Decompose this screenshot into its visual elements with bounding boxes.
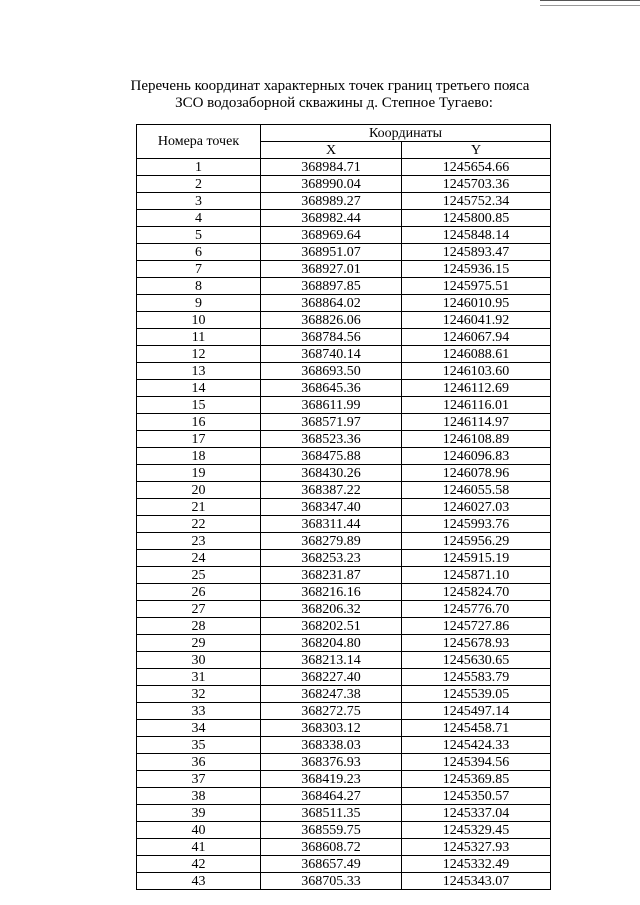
point-number-cell: 41 xyxy=(137,839,261,856)
table-row xyxy=(137,516,551,533)
table-row xyxy=(137,635,551,652)
point-number-cell: 2 xyxy=(137,176,261,193)
x-coordinate-cell: 368511.35 xyxy=(261,805,402,822)
table-row xyxy=(137,159,551,176)
table-row xyxy=(137,703,551,720)
y-coordinate-cell: 1245337.04 xyxy=(402,805,551,822)
y-coordinate-cell: 1246114.97 xyxy=(402,414,551,431)
point-number-cell: 43 xyxy=(137,873,261,890)
point-number-cell: 18 xyxy=(137,448,261,465)
y-coordinate-cell: 1245893.47 xyxy=(402,244,551,261)
x-coordinate-cell: 368247.38 xyxy=(261,686,402,703)
x-coordinate-cell: 368419.23 xyxy=(261,771,402,788)
y-coordinate-cell: 1245800.85 xyxy=(402,210,551,227)
table-row xyxy=(137,346,551,363)
y-coordinate-cell: 1245956.29 xyxy=(402,533,551,550)
x-coordinate-cell: 368608.72 xyxy=(261,839,402,856)
y-coordinate-cell: 1246116.01 xyxy=(402,397,551,414)
table-row xyxy=(137,329,551,346)
y-coordinate-cell: 1245424.33 xyxy=(402,737,551,754)
table-row xyxy=(137,737,551,754)
x-coordinate-cell: 368989.27 xyxy=(261,193,402,210)
y-coordinate-cell: 1245458.71 xyxy=(402,720,551,737)
x-coordinate-cell: 368202.51 xyxy=(261,618,402,635)
x-coordinate-cell: 368204.80 xyxy=(261,635,402,652)
x-coordinate-cell: 368826.06 xyxy=(261,312,402,329)
point-number-cell: 37 xyxy=(137,771,261,788)
x-coordinate-cell: 368231.87 xyxy=(261,567,402,584)
point-number-cell: 21 xyxy=(137,499,261,516)
point-number-cell: 7 xyxy=(137,261,261,278)
table-row xyxy=(137,601,551,618)
point-number-cell: 30 xyxy=(137,652,261,669)
x-coordinate-cell: 368347.40 xyxy=(261,499,402,516)
y-coordinate-cell: 1245752.34 xyxy=(402,193,551,210)
point-number-cell: 17 xyxy=(137,431,261,448)
x-coordinate-cell: 368303.12 xyxy=(261,720,402,737)
x-coordinate-cell: 368969.64 xyxy=(261,227,402,244)
y-coordinate-cell: 1245915.19 xyxy=(402,550,551,567)
point-number-cell: 16 xyxy=(137,414,261,431)
document-heading xyxy=(100,78,560,112)
x-coordinate-cell: 368897.85 xyxy=(261,278,402,295)
point-number-cell: 33 xyxy=(137,703,261,720)
y-coordinate-cell: 1246010.95 xyxy=(402,295,551,312)
table-row xyxy=(137,788,551,805)
x-coordinate-cell: 368376.93 xyxy=(261,754,402,771)
x-coordinate-cell: 368990.04 xyxy=(261,176,402,193)
header-y: Y xyxy=(402,142,551,159)
table-row xyxy=(137,227,551,244)
y-coordinate-cell: 1245630.65 xyxy=(402,652,551,669)
x-coordinate-cell: 368984.71 xyxy=(261,159,402,176)
table-row xyxy=(137,482,551,499)
y-coordinate-cell: 1245329.45 xyxy=(402,822,551,839)
y-coordinate-cell: 1246027.03 xyxy=(402,499,551,516)
x-coordinate-cell: 368657.49 xyxy=(261,856,402,873)
x-coordinate-cell: 368206.32 xyxy=(261,601,402,618)
y-coordinate-cell: 1245776.70 xyxy=(402,601,551,618)
point-number-cell: 34 xyxy=(137,720,261,737)
table-row xyxy=(137,856,551,873)
header-x: X xyxy=(261,142,402,159)
table-row xyxy=(137,465,551,482)
point-number-cell: 39 xyxy=(137,805,261,822)
x-coordinate-cell: 368571.97 xyxy=(261,414,402,431)
y-coordinate-cell: 1246108.89 xyxy=(402,431,551,448)
point-number-cell: 5 xyxy=(137,227,261,244)
scan-edge-mark xyxy=(540,0,640,6)
table-row xyxy=(137,312,551,329)
table-row xyxy=(137,363,551,380)
table-row xyxy=(137,397,551,414)
y-coordinate-cell: 1245936.15 xyxy=(402,261,551,278)
x-coordinate-cell: 368338.03 xyxy=(261,737,402,754)
point-number-cell: 32 xyxy=(137,686,261,703)
x-coordinate-cell: 368693.50 xyxy=(261,363,402,380)
x-coordinate-cell: 368784.56 xyxy=(261,329,402,346)
x-coordinate-cell: 368951.07 xyxy=(261,244,402,261)
table-header-row xyxy=(137,125,551,142)
y-coordinate-cell: 1245727.86 xyxy=(402,618,551,635)
header-point-numbers: Номера точек xyxy=(137,125,261,159)
y-coordinate-cell: 1245703.36 xyxy=(402,176,551,193)
point-number-cell: 36 xyxy=(137,754,261,771)
x-coordinate-cell: 368311.44 xyxy=(261,516,402,533)
x-coordinate-cell: 368213.14 xyxy=(261,652,402,669)
table-row xyxy=(137,822,551,839)
x-coordinate-cell: 368864.02 xyxy=(261,295,402,312)
table-row xyxy=(137,499,551,516)
point-number-cell: 24 xyxy=(137,550,261,567)
point-number-cell: 14 xyxy=(137,380,261,397)
y-coordinate-cell: 1245654.66 xyxy=(402,159,551,176)
point-number-cell: 22 xyxy=(137,516,261,533)
table-row xyxy=(137,550,551,567)
y-coordinate-cell: 1245539.05 xyxy=(402,686,551,703)
x-coordinate-cell: 368645.36 xyxy=(261,380,402,397)
y-coordinate-cell: 1245975.51 xyxy=(402,278,551,295)
heading-line-2: ЗСО водозаборной скважины д. Степное Тугаево: xyxy=(175,95,493,111)
y-coordinate-cell: 1245993.76 xyxy=(402,516,551,533)
table-row xyxy=(137,652,551,669)
x-coordinate-cell: 368272.75 xyxy=(261,703,402,720)
y-coordinate-cell: 1246088.61 xyxy=(402,346,551,363)
point-number-cell: 25 xyxy=(137,567,261,584)
point-number-cell: 10 xyxy=(137,312,261,329)
point-number-cell: 9 xyxy=(137,295,261,312)
x-coordinate-cell: 368387.22 xyxy=(261,482,402,499)
y-coordinate-cell: 1246067.94 xyxy=(402,329,551,346)
point-number-cell: 38 xyxy=(137,788,261,805)
y-coordinate-cell: 1245369.85 xyxy=(402,771,551,788)
x-coordinate-cell: 368216.16 xyxy=(261,584,402,601)
y-coordinate-cell: 1245871.10 xyxy=(402,567,551,584)
point-number-cell: 27 xyxy=(137,601,261,618)
table-row xyxy=(137,805,551,822)
y-coordinate-cell: 1245332.49 xyxy=(402,856,551,873)
point-number-cell: 3 xyxy=(137,193,261,210)
point-number-cell: 15 xyxy=(137,397,261,414)
point-number-cell: 19 xyxy=(137,465,261,482)
y-coordinate-cell: 1245848.14 xyxy=(402,227,551,244)
x-coordinate-cell: 368227.40 xyxy=(261,669,402,686)
table-row xyxy=(137,295,551,312)
y-coordinate-cell: 1246103.60 xyxy=(402,363,551,380)
point-number-cell: 28 xyxy=(137,618,261,635)
table-row xyxy=(137,873,551,890)
point-number-cell: 13 xyxy=(137,363,261,380)
point-number-cell: 1 xyxy=(137,159,261,176)
point-number-cell: 23 xyxy=(137,533,261,550)
table-row xyxy=(137,669,551,686)
header-coordinates: Координаты xyxy=(261,125,551,142)
coordinates-table xyxy=(136,124,551,890)
point-number-cell: 6 xyxy=(137,244,261,261)
table-row xyxy=(137,244,551,261)
x-coordinate-cell: 368253.23 xyxy=(261,550,402,567)
x-coordinate-cell: 368475.88 xyxy=(261,448,402,465)
x-coordinate-cell: 368740.14 xyxy=(261,346,402,363)
point-number-cell: 4 xyxy=(137,210,261,227)
point-number-cell: 8 xyxy=(137,278,261,295)
table-row xyxy=(137,720,551,737)
point-number-cell: 35 xyxy=(137,737,261,754)
point-number-cell: 42 xyxy=(137,856,261,873)
point-number-cell: 31 xyxy=(137,669,261,686)
table-row xyxy=(137,380,551,397)
table-row xyxy=(137,839,551,856)
y-coordinate-cell: 1245350.57 xyxy=(402,788,551,805)
table-row xyxy=(137,414,551,431)
y-coordinate-cell: 1245497.14 xyxy=(402,703,551,720)
table-row xyxy=(137,686,551,703)
x-coordinate-cell: 368611.99 xyxy=(261,397,402,414)
x-coordinate-cell: 368705.33 xyxy=(261,873,402,890)
x-coordinate-cell: 368523.36 xyxy=(261,431,402,448)
table-body xyxy=(137,159,551,890)
y-coordinate-cell: 1245343.07 xyxy=(402,873,551,890)
y-coordinate-cell: 1246055.58 xyxy=(402,482,551,499)
table-row xyxy=(137,584,551,601)
point-number-cell: 40 xyxy=(137,822,261,839)
point-number-cell: 12 xyxy=(137,346,261,363)
point-number-cell: 11 xyxy=(137,329,261,346)
table-row xyxy=(137,261,551,278)
y-coordinate-cell: 1245327.93 xyxy=(402,839,551,856)
point-number-cell: 26 xyxy=(137,584,261,601)
y-coordinate-cell: 1245824.70 xyxy=(402,584,551,601)
table-row xyxy=(137,176,551,193)
x-coordinate-cell: 368464.27 xyxy=(261,788,402,805)
y-coordinate-cell: 1246078.96 xyxy=(402,465,551,482)
point-number-cell: 29 xyxy=(137,635,261,652)
y-coordinate-cell: 1245678.93 xyxy=(402,635,551,652)
x-coordinate-cell: 368927.01 xyxy=(261,261,402,278)
heading-line-1: Перечень координат характерных точек границ третьего пояса xyxy=(130,78,530,94)
table-row xyxy=(137,754,551,771)
x-coordinate-cell: 368430.26 xyxy=(261,465,402,482)
table-row xyxy=(137,431,551,448)
table-row xyxy=(137,278,551,295)
table-row xyxy=(137,567,551,584)
table-row xyxy=(137,193,551,210)
y-coordinate-cell: 1245583.79 xyxy=(402,669,551,686)
table-row xyxy=(137,771,551,788)
y-coordinate-cell: 1246041.92 xyxy=(402,312,551,329)
table-row xyxy=(137,210,551,227)
x-coordinate-cell: 368559.75 xyxy=(261,822,402,839)
y-coordinate-cell: 1245394.56 xyxy=(402,754,551,771)
point-number-cell: 20 xyxy=(137,482,261,499)
y-coordinate-cell: 1246096.83 xyxy=(402,448,551,465)
table-row xyxy=(137,448,551,465)
table-row xyxy=(137,618,551,635)
x-coordinate-cell: 368982.44 xyxy=(261,210,402,227)
x-coordinate-cell: 368279.89 xyxy=(261,533,402,550)
table-row xyxy=(137,533,551,550)
y-coordinate-cell: 1246112.69 xyxy=(402,380,551,397)
